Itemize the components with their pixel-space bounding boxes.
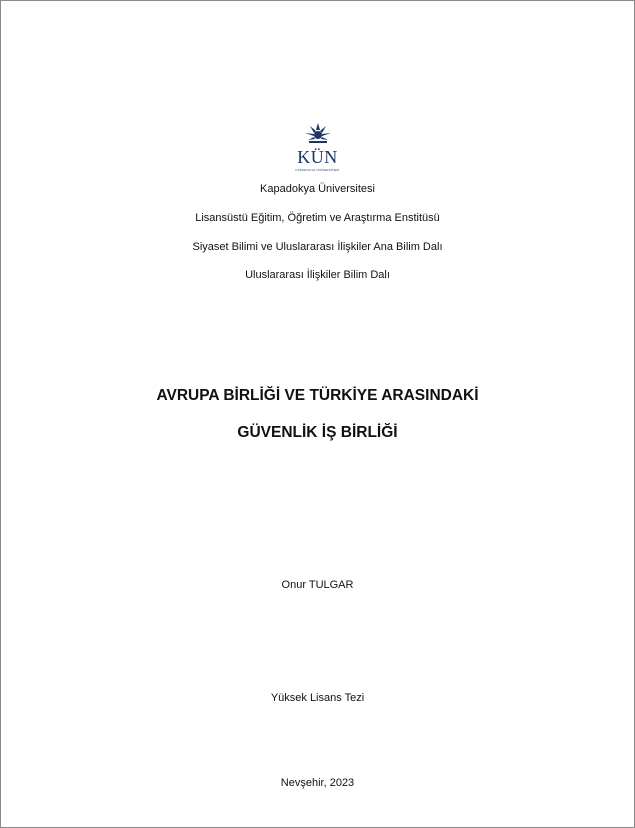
thesis-title-line-1: AVRUPA BİRLİĞİ VE TÜRKİYE ARASINDAKİ (156, 387, 479, 404)
university-name: Kapadokya Üniversitesi (260, 183, 375, 195)
sunburst-emblem-icon (303, 122, 333, 144)
department-name: Siyaset Bilimi ve Uluslararası İlişkiler Ana Bilim Dalı (192, 241, 443, 253)
university-logo (1, 122, 634, 172)
institute-name: Lisansüstü Eğitim, Öğretim ve Araştırma Enstitüsü (195, 212, 440, 224)
thesis-title-line-2: GÜVENLİK İŞ BİRLİĞİ (237, 424, 398, 441)
place-and-date: Nevşehir, 2023 (280, 777, 355, 789)
logo-wordmark: KÜN (297, 147, 338, 167)
program-name: Uluslararası İlişkiler Bilim Dalı (245, 269, 390, 281)
author-name: Onur TULGAR (281, 579, 354, 591)
logo-subtext: KAPADOKYA ÜNİVERSİTESİ (295, 168, 340, 172)
degree-type: Yüksek Lisans Tezi (270, 692, 365, 704)
